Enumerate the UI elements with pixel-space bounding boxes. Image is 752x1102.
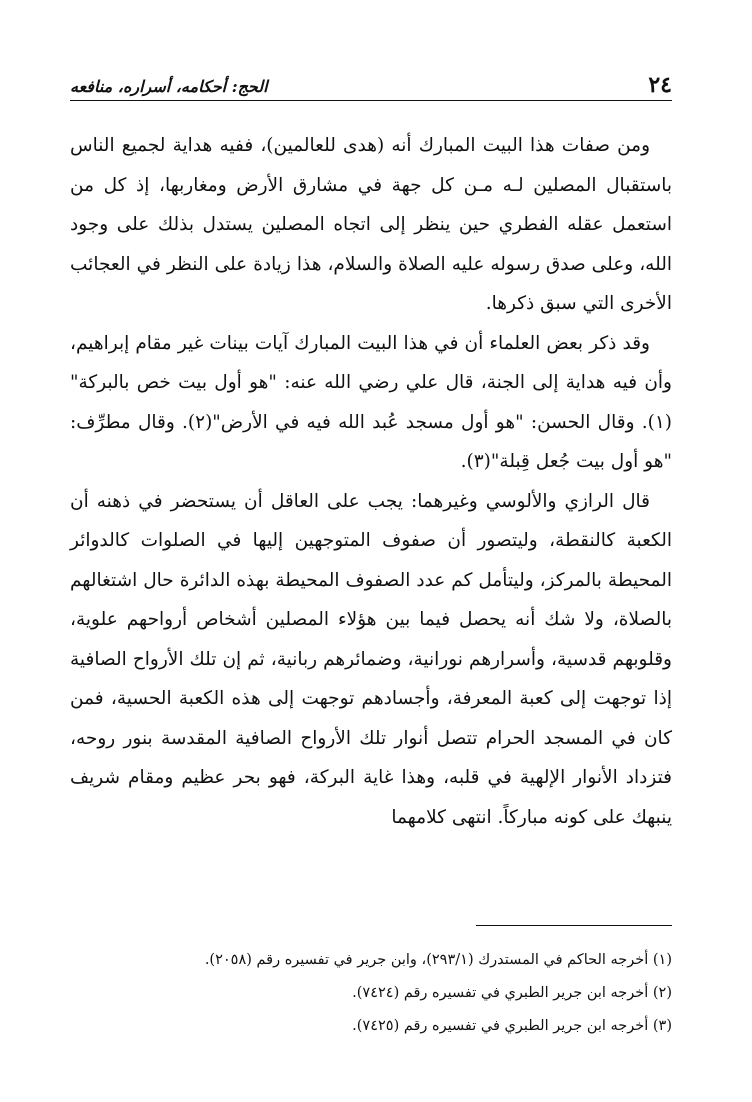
footnote-3: (٣) أخرجه ابن جرير الطبري في تفسيره رقم (٧٤٢٥). <box>352 1018 672 1034</box>
paragraph-razi-alusi: قال الرازي والألوسي وغيرهما: يجب على العاقل أن يستحضر في ذهنه أن الكعبة كالنقطة، وليتصور أن صفوف المتوجهين إليها في الصلوات كالدوائر المحيطة بالمركز، وليتأمل كم عدد الصفوف المحيطة بهذه الدائرة حال اشتغالهم بالصلاة، ولا شك أنه يحصل فيما بين هؤلاء المصلين أشخاص أرواحهم علوية، وقلوبهم قدسية، وأسرارهم نورانية، وضمائرهم ربانية، ثم إن تلك الأرواح الصافية إذا توجهت إلى كعبة المعرفة، وأجسادهم توجهت إلى هذه الكعبة الحسية، فمن كان في المسجد الحرام تتصل أنوار تلك الأرواح الصافية المقدسة بنور روحه، فتزداد الأنوار الإلهية في قلبه، وهذا غاية البركة، فهو بحر عظيم ومقام شريف ينبهك على كونه مباركاً. انتهى كلامهما <box>70 490 672 828</box>
main-text <box>70 126 672 837</box>
page-number: ٢٤ <box>648 72 672 98</box>
running-title: الحج: أحكامه، أسراره، منافعه <box>70 77 268 96</box>
footnotes <box>70 944 672 1043</box>
paragraph-scholars-sayings: وقد ذكر بعض العلماء أن في هذا البيت المبارك آيات بينات غير مقام إبراهيم، وأن فيه هداية إلى الجنة، قال علي رضي الله عنه: "هو أول بيت خص بالبركة"(١). وقال الحسن: "هو أول مسجد عُبد الله فيه في الأرض"(٢). وقال مطرِّف: "هو أول بيت جُعل قِبلة"(٣). <box>70 332 672 472</box>
running-header <box>70 72 672 102</box>
footnote-2: (٢) أخرجه ابن جرير الطبري في تفسيره رقم (٧٤٢٤). <box>352 985 672 1001</box>
footnote-1: (١) أخرجه الحاكم في المستدرك (٢٩٣/١)، وابن جرير في تفسيره رقم (٢٠٥٨). <box>204 952 672 968</box>
footnote-separator <box>476 925 672 926</box>
paragraph-qibla-guidance: ومن صفات هذا البيت المبارك أنه (هدى للعالمين)، ففيه هداية لجميع الناس باستقبال المصلين لـه مـن كل جهة في مشارق الأرض ومغاربها، إذ كل من استعمل عقله الفطري حين ينظر إلى اتجاه المصلين يستدل بذلك على وجود الله، وعلى صدق رسوله عليه الصلاة والسلام، هذا زيادة على النظر في العجائب الأخرى التي سبق ذكرها. <box>70 135 672 314</box>
header-rule <box>70 100 672 101</box>
